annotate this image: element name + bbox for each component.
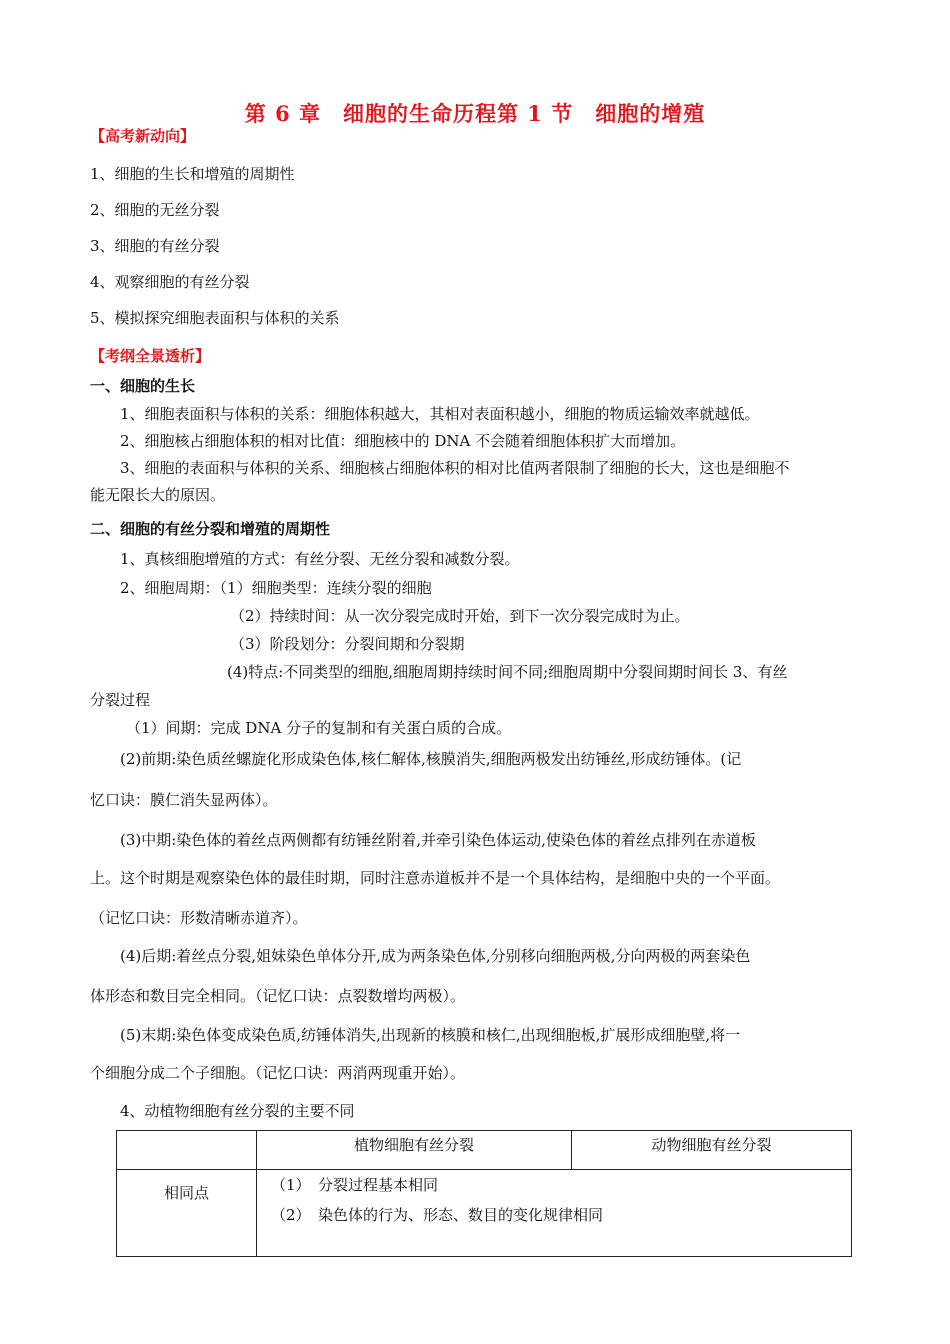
subheading-cell-growth: 一、细胞的生长 [90,377,196,395]
subheading-mitosis: 二、细胞的有丝分裂和增殖的周期性 [90,520,331,538]
list-item: 3、细胞的有丝分裂 [90,237,220,255]
paragraph: 4、动植物细胞有丝分裂的主要不同 [120,1102,355,1120]
table-cell [257,1170,852,1257]
paragraph: (5)末期:染色体变成染色质,纺锤体消失,出现新的核膜和核仁,出现细胞板,扩展形成细胞壁,将一 [120,1026,741,1044]
paragraph: （3）阶段划分：分裂间期和分裂期 [230,635,465,653]
paragraph: 3、细胞的表面积与体积的关系、细胞核占细胞体积的相对比值两者限制了细胞的长大，这也是细胞不 [120,459,790,477]
paragraph: 能无限长大的原因。 [90,486,226,504]
table-row [117,1131,852,1170]
paragraph: 上。这个时期是观察染色体的最佳时期，同时注意赤道板并不是一个具体结构，是细胞中央的一个平面。 [90,869,781,887]
list-item: 1、细胞的生长和增殖的周期性 [90,165,295,183]
page-title: 第 6 章 细胞的生命历程第 1 节 细胞的增殖 [244,101,706,126]
paragraph: 2、细胞核占细胞体积的相对比值：细胞核中的 DNA 不会随着细胞体积扩大而增加。 [120,432,686,450]
paragraph: (4)后期:着丝点分裂,姐妹染色单体分开,成为两条染色体,分别移向细胞两极,分向两极的两套染色 [120,947,751,965]
list-item: 2、细胞的无丝分裂 [90,201,220,219]
paragraph: (2)前期:染色质丝螺旋化形成染色体,核仁解体,核膜消失,细胞两极发出纺锤丝,形成纺锤体。(记 [120,750,742,768]
paragraph: 1、真核细胞增殖的方式：有丝分裂、无丝分裂和减数分裂。 [120,550,520,568]
section-heading-exam-trends: 【高考新动向】 [90,127,196,145]
table-header-cell [117,1131,257,1170]
paragraph: （2）持续时间：从一次分裂完成时开始，到下一次分裂完成时为止。 [230,607,690,625]
paragraph: 分裂过程 [90,691,151,709]
paragraph: 1、细胞表面积与体积的关系：细胞体积越大，其相对表面积越小，细胞的物质运输效率就越低。 [120,405,760,423]
list-item: 4、观察细胞的有丝分裂 [90,273,250,291]
table-header-cell: 动物细胞有丝分裂 [572,1131,852,1170]
paragraph: 2、细胞周期：（1）细胞类型：连续分裂的细胞 [120,579,432,597]
table-cell-line: （1） 分裂过程基本相同 [271,1176,439,1194]
table-row [117,1170,852,1257]
table-header-cell: 植物细胞有丝分裂 [257,1131,572,1170]
comparison-table [116,1130,852,1257]
section-heading-syllabus: 【考纲全景透析】 [90,347,211,365]
table-row-label: 相同点 [117,1170,257,1257]
paragraph: （1）间期：完成 DNA 分子的复制和有关蛋白质的合成。 [126,719,512,737]
paragraph: (3)中期:染色体的着丝点两侧都有纺锤丝附着,并牵引染色体运动,使染色体的着丝点排列在赤道板 [120,831,756,849]
paragraph: 忆口诀：膜仁消失显两体）。 [90,791,278,809]
list-item: 5、模拟探究细胞表面积与体积的关系 [90,309,340,327]
paragraph: (4)特点:不同类型的细胞,细胞周期持续时间不同;细胞周期中分裂间期时间长 3、有丝 [227,663,788,681]
paragraph: 个细胞分成二个子细胞。（记忆口诀：两消两现重开始）。 [90,1064,466,1082]
paragraph: （记忆口诀：形数清晰赤道齐）。 [90,909,308,927]
table-cell-line: （2） 染色体的行为、形态、数目的变化规律相同 [271,1206,604,1224]
paragraph: 体形态和数目完全相同。（记忆口诀：点裂数增均两极）。 [90,987,466,1005]
